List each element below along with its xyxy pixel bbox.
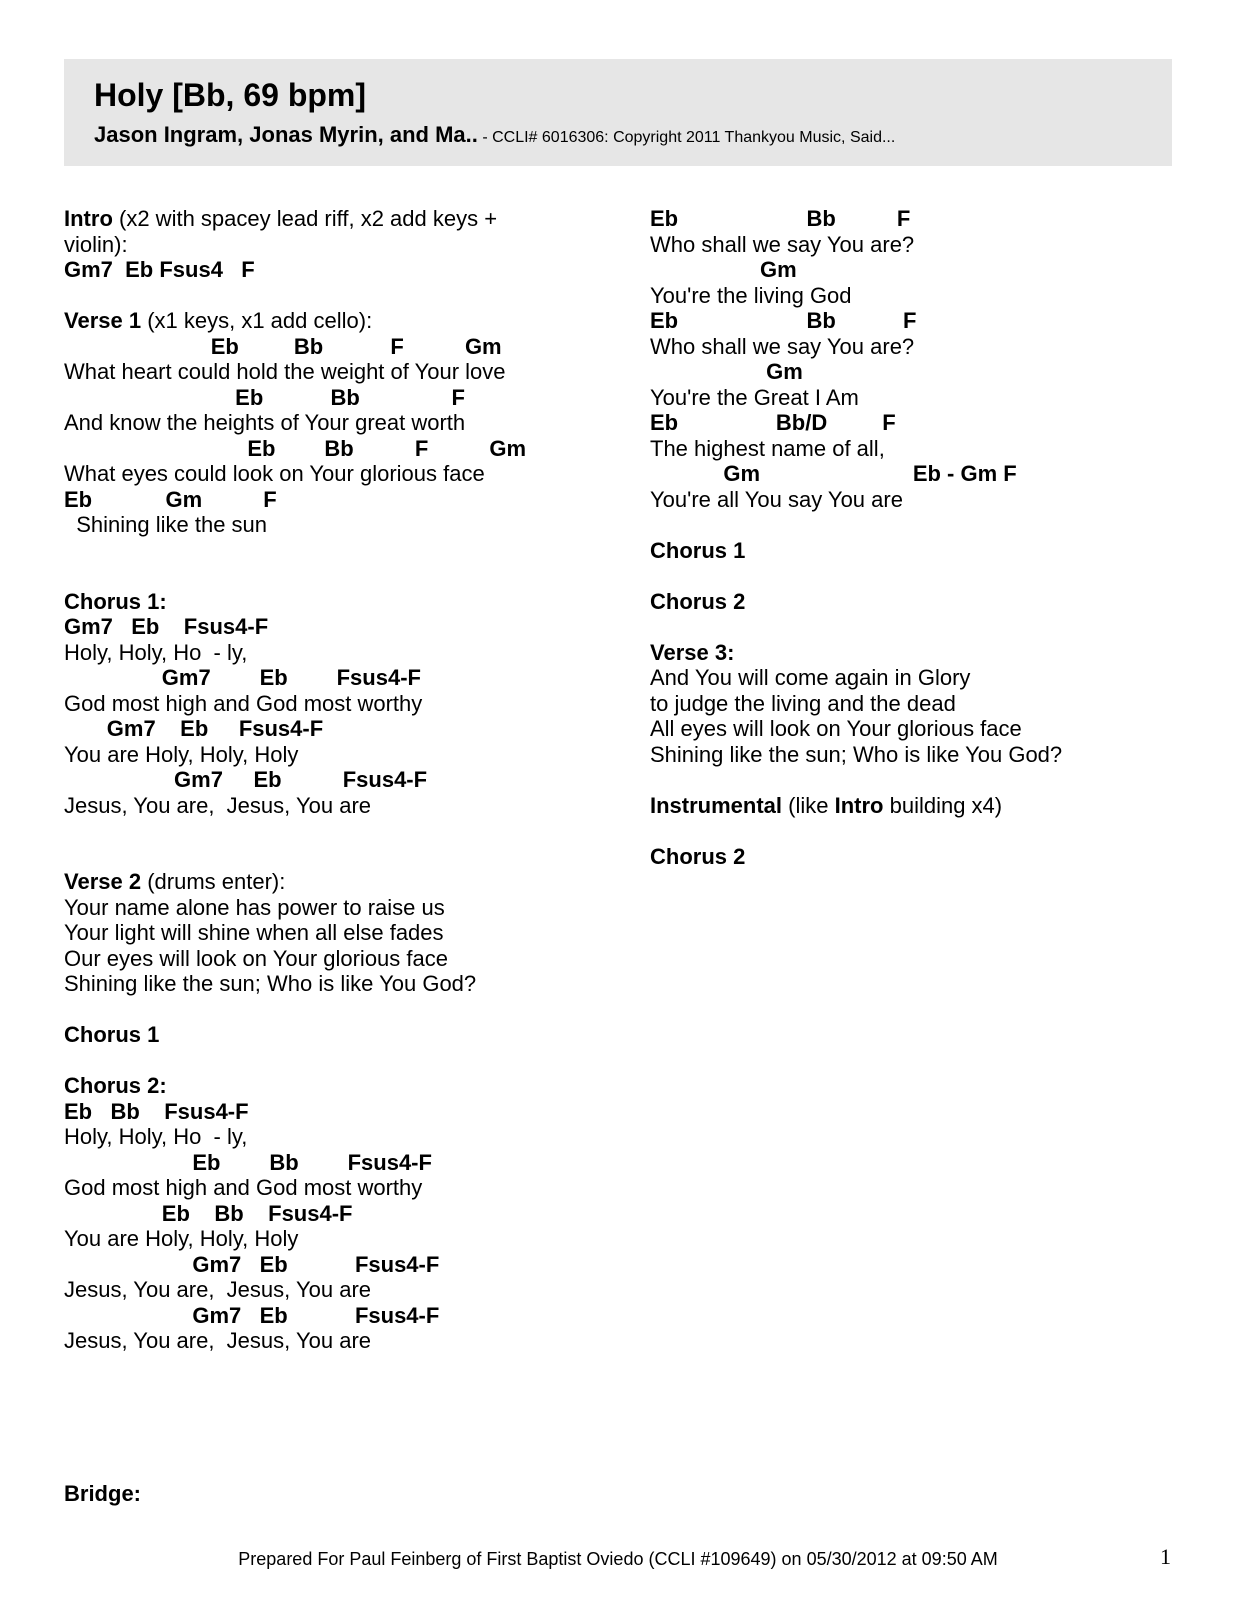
lyric-line — [650, 742, 1170, 768]
lyric-line — [650, 767, 1170, 793]
lyric-line — [650, 512, 1170, 538]
section-label: Bridge: — [64, 1481, 141, 1506]
lyric-text: And You will come again in Glory — [650, 665, 971, 690]
lyric-text: (drums enter): — [141, 869, 286, 894]
chord-line — [650, 308, 1170, 334]
lyric-text: Holy, Holy, Ho - ly, — [64, 639, 248, 665]
song-credits — [94, 122, 895, 148]
section-heading — [650, 640, 1170, 666]
lyric-line — [64, 742, 604, 768]
section-heading — [64, 308, 604, 334]
page-number: 1 — [1160, 1544, 1171, 1569]
lyric-line — [64, 283, 604, 309]
section-label: Intro — [64, 206, 113, 231]
chord-text: Gm7 Eb Fsus4-F — [64, 614, 269, 639]
lyric-text: Shining like the sun; Who is like You God? — [64, 971, 477, 996]
lyric-text: Who shall we say You are? — [650, 231, 915, 257]
lyric-text: (like — [782, 792, 835, 818]
lyric-line — [64, 920, 604, 946]
song-title: Holy [Bb, 69 bpm] — [94, 77, 367, 113]
lyric-line — [64, 538, 604, 564]
lyric-line — [650, 691, 1170, 717]
lyric-text: Your name alone has power to raise us — [64, 894, 445, 920]
lyric-line — [64, 691, 604, 717]
chord-text: Gm7 Eb Fsus4 F — [64, 257, 255, 282]
lyric-text: to judge the living and the dead — [650, 690, 956, 716]
lyric-text: All eyes will look on Your glorious face — [650, 716, 1022, 741]
lyric-line — [64, 844, 604, 870]
lyric-line — [650, 334, 1170, 360]
chord-text: Gm7 Eb Fsus4-F — [64, 1302, 440, 1328]
left-column — [64, 206, 604, 1507]
lyric-line — [650, 665, 1170, 691]
page-footer: Prepared For Paul Feinberg of First Baptist Oviedo (CCLI #109649) on 05/30/2012 at 09:50 AM — [238, 1549, 998, 1569]
chord-line — [64, 1150, 604, 1176]
lyric-text: And know the heights of Your great worth — [64, 410, 466, 435]
chord-text: Eb Gm F — [64, 486, 277, 512]
lyric-text: Our eyes will look on Your glorious face — [64, 945, 448, 971]
lyric-line — [64, 1124, 604, 1150]
lyric-line — [64, 1379, 604, 1405]
lyric-text: Holy, Holy, Ho - ly, — [64, 1124, 248, 1149]
section-label: Chorus 2: — [64, 1073, 167, 1098]
chord-text: Gm — [650, 257, 797, 282]
lyric-text: Jesus, You are, Jesus, You are — [64, 1277, 372, 1302]
lyric-line — [64, 946, 604, 972]
chord-text: Eb Bb F Gm — [64, 435, 527, 461]
chord-line — [64, 1303, 604, 1329]
chord-line — [64, 385, 604, 411]
chord-line — [64, 1201, 604, 1227]
chord-line — [650, 359, 1170, 385]
chord-line — [64, 334, 604, 360]
section-label: Instrumental — [650, 792, 783, 818]
song-authors: Jason Ingram, Jonas Myrin, and Ma.. — [94, 122, 478, 147]
chord-text: Eb Bb Fsus4-F — [64, 1200, 353, 1226]
chord-text: Gm7 Eb Fsus4-F — [64, 716, 324, 741]
lyric-text: Jesus, You are, Jesus, You are — [64, 1328, 372, 1353]
chord-line — [64, 257, 604, 283]
lyric-text: Who shall we say You are? — [650, 333, 915, 359]
section-reference: Intro — [834, 792, 884, 818]
section-heading — [64, 1481, 604, 1507]
lyric-text: God most high and God most worthy — [64, 690, 423, 716]
lyric-line — [64, 232, 604, 258]
lyric-line — [64, 818, 604, 844]
chord-line — [650, 410, 1170, 436]
lyric-line — [64, 1048, 604, 1074]
lyric-text: You are Holy, Holy, Holy — [64, 1226, 299, 1251]
section-heading — [64, 589, 604, 615]
chord-text: Eb Bb F — [650, 308, 917, 333]
chord-line — [64, 614, 604, 640]
chord-line — [64, 1099, 604, 1125]
section-heading — [64, 206, 604, 232]
lyric-line — [650, 563, 1170, 589]
chord-text: Gm7 Eb Fsus4-F — [64, 1251, 440, 1277]
lyric-text: (x1 keys, x1 add cello): — [141, 308, 373, 333]
lyric-line — [64, 1430, 604, 1456]
section-heading — [650, 538, 1170, 564]
lyric-text: You're all You say You are — [650, 486, 903, 512]
chord-line — [650, 257, 1170, 283]
lyric-text: God most high and God most worthy — [64, 1175, 423, 1200]
chord-line — [64, 716, 604, 742]
lyric-text: You're the living God — [650, 282, 852, 308]
lyric-line — [650, 283, 1170, 309]
chord-text: Gm7 Eb Fsus4-F — [64, 767, 428, 792]
lyric-text: The highest name of all, — [650, 435, 885, 461]
lyric-line — [650, 818, 1170, 844]
lyric-text: Shining like the sun; Who is like You God? — [650, 741, 1063, 767]
lyric-line — [64, 1405, 604, 1431]
song-header — [64, 59, 1172, 166]
section-label: Verse 2 — [64, 869, 142, 894]
chord-text: Eb Bb Fsus4-F — [64, 1149, 432, 1175]
section-heading — [64, 1073, 604, 1099]
section-label: Chorus 1: — [64, 588, 167, 614]
chord-text: Eb Bb/D F — [650, 410, 896, 435]
lyric-line — [64, 971, 604, 997]
section-heading — [650, 589, 1170, 615]
lyric-line — [64, 997, 604, 1023]
lyric-line — [650, 716, 1170, 742]
lyric-line — [64, 1456, 604, 1482]
lyric-text: building x4) — [883, 792, 1003, 818]
chord-line — [650, 461, 1170, 487]
lyric-line — [650, 436, 1170, 462]
lyric-line — [64, 1354, 604, 1380]
lyric-line — [64, 1226, 604, 1252]
lyric-line — [64, 512, 604, 538]
right-column — [650, 206, 1170, 869]
lyric-line — [64, 461, 604, 487]
lyric-line — [64, 410, 604, 436]
lyric-text: Jesus, You are, Jesus, You are — [64, 792, 372, 818]
chord-line — [64, 1252, 604, 1278]
lyric-text: What heart could hold the weight of Your love — [64, 359, 506, 384]
lyric-line — [64, 793, 604, 819]
chord-text: Gm — [650, 359, 803, 384]
chord-line — [64, 487, 604, 513]
chord-line — [650, 206, 1170, 232]
lyric-text: violin): — [64, 231, 128, 257]
chord-text: Eb Bb F Gm — [64, 333, 502, 359]
lyric-text: What eyes could look on Your glorious face — [64, 461, 485, 486]
section-heading — [64, 869, 604, 895]
lyric-line — [650, 487, 1170, 513]
section-label: Verse 1 — [64, 308, 142, 333]
lyric-text: Your light will shine when all else fades — [64, 920, 444, 945]
lyric-line — [64, 640, 604, 666]
lyric-line — [64, 563, 604, 589]
chord-text: Eb Bb Fsus4-F — [64, 1098, 249, 1124]
section-label: Chorus 1 — [650, 537, 746, 563]
chord-text: Gm7 Eb Fsus4-F — [64, 665, 421, 690]
section-label: Verse 3: — [650, 639, 735, 665]
chord-text: Gm Eb - Gm F — [650, 461, 1017, 486]
section-label: Chorus 1 — [64, 1022, 160, 1047]
section-heading — [64, 1022, 604, 1048]
chord-text: Eb Bb F — [650, 206, 911, 231]
lyric-line — [64, 1277, 604, 1303]
chord-line — [64, 665, 604, 691]
chord-text: Eb Bb F — [64, 384, 465, 410]
section-heading — [650, 793, 1170, 819]
section-label: Chorus 2 — [650, 588, 746, 614]
lyric-text: You're the Great I Am — [650, 384, 859, 410]
lyric-line — [64, 1175, 604, 1201]
song-copyright: - CCLI# 6016306: Copyright 2011 Thankyou Music, Said... — [477, 129, 896, 146]
section-heading — [650, 844, 1170, 870]
lyric-line — [64, 895, 604, 921]
lyric-line — [64, 359, 604, 385]
chord-line — [64, 767, 604, 793]
lyric-line — [650, 232, 1170, 258]
section-label: Chorus 2 — [650, 843, 746, 869]
lyric-text: Shining like the sun — [64, 512, 268, 537]
lyric-text: (x2 with spacey lead riff, x2 add keys + — [112, 206, 498, 231]
chord-line — [64, 436, 604, 462]
lyric-line — [650, 614, 1170, 640]
lyric-line — [64, 1328, 604, 1354]
lyric-text: You are Holy, Holy, Holy — [64, 741, 299, 767]
lyric-line — [650, 385, 1170, 411]
